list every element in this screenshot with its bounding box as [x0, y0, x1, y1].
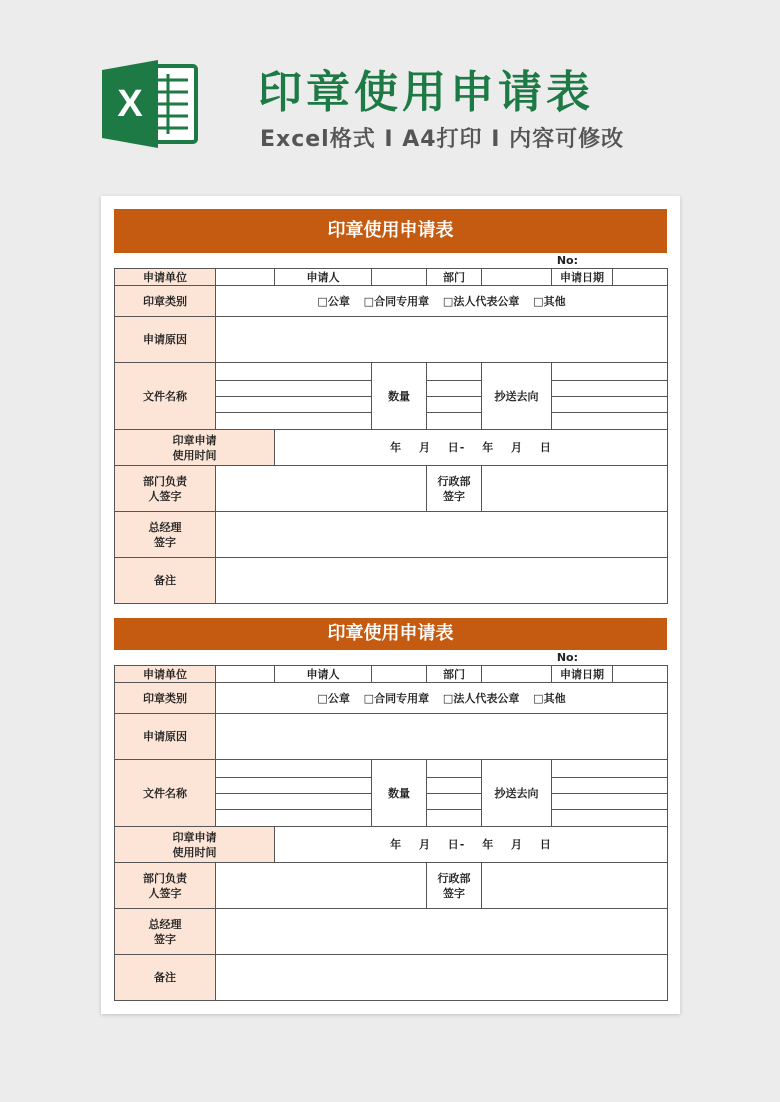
- number-row: [114, 253, 667, 268]
- number-row: [114, 650, 667, 665]
- seal-type-options: [216, 286, 668, 317]
- remark-label: 备注: [115, 955, 216, 1001]
- seal-option-legal-rep[interactable]: □法人代表公章: [442, 691, 520, 705]
- applicant-label: 申请人: [275, 666, 372, 683]
- dept-head-sign-label: [115, 863, 216, 909]
- form-title: 印章使用申请表: [114, 618, 667, 650]
- quantity-label: 数量: [372, 363, 427, 430]
- usage-time-label-line2: 使用时间: [172, 448, 217, 462]
- apply-date-label: 申请日期: [552, 666, 613, 683]
- gm-sign-field[interactable]: [216, 512, 668, 558]
- gm-sign-field[interactable]: [216, 909, 668, 955]
- admin-sign-label: [427, 466, 482, 512]
- number-label: No:: [556, 651, 578, 664]
- reason-label: 申请原因: [115, 714, 216, 760]
- page-title: 印章使用申请表: [258, 67, 594, 118]
- usage-time-label-line2: 使用时间: [172, 845, 217, 859]
- seal-option-legal-rep[interactable]: □法人代表公章: [442, 294, 520, 308]
- gm-line2: 签字: [154, 932, 176, 946]
- seal-type-options: [216, 683, 668, 714]
- date-month: 月: [418, 838, 431, 851]
- applicant-field[interactable]: [372, 269, 427, 286]
- gm-line2: 签字: [154, 535, 176, 549]
- cc-to-field[interactable]: [552, 363, 668, 430]
- usage-time-label: [115, 430, 275, 466]
- department-label: 部门: [427, 666, 482, 683]
- date-year-end: 年: [482, 838, 495, 851]
- usage-time-field[interactable]: [275, 827, 668, 863]
- reason-label: 申请原因: [115, 317, 216, 363]
- excel-logo-letter: X: [117, 83, 143, 125]
- cc-to-label: 抄送去向: [482, 760, 552, 827]
- usage-time-label-line1: 印章申请: [172, 830, 217, 844]
- applicant-unit-label: 申请单位: [115, 666, 216, 683]
- date-day-end: 日: [539, 441, 552, 454]
- apply-date-field[interactable]: [613, 666, 668, 683]
- form-title: 印章使用申请表: [114, 209, 667, 253]
- date-day-separator: 日-: [447, 838, 466, 851]
- seal-option-contract[interactable]: □合同专用章: [363, 294, 430, 308]
- reason-field[interactable]: [216, 714, 668, 760]
- quantity-field[interactable]: [427, 760, 482, 827]
- date-day-end: 日: [539, 838, 552, 851]
- applicant-unit-field[interactable]: [216, 269, 275, 286]
- usage-time-field[interactable]: [275, 430, 668, 466]
- admin-line2: 签字: [443, 886, 465, 900]
- dept-head-line1: 部门负责: [143, 474, 187, 488]
- applicant-unit-label: 申请单位: [115, 269, 216, 286]
- page-subtitle: Excel格式 I A4打印 I 内容可修改: [260, 127, 625, 152]
- reason-field[interactable]: [216, 317, 668, 363]
- remark-label: 备注: [115, 558, 216, 604]
- cc-to-label: 抄送去向: [482, 363, 552, 430]
- file-name-field[interactable]: [216, 363, 372, 430]
- date-year: 年: [390, 838, 403, 851]
- dept-head-sign-label: [115, 466, 216, 512]
- seal-application-form-2: [114, 618, 667, 1001]
- department-field[interactable]: [482, 269, 552, 286]
- applicant-field[interactable]: [372, 666, 427, 683]
- date-year: 年: [390, 441, 403, 454]
- admin-sign-field[interactable]: [482, 466, 668, 512]
- excel-logo-icon: [100, 58, 200, 150]
- usage-time-label-line1: 印章申请: [172, 433, 217, 447]
- remark-field[interactable]: [216, 558, 668, 604]
- page-header: [0, 0, 780, 190]
- department-field[interactable]: [482, 666, 552, 683]
- seal-option-official[interactable]: □公章: [317, 294, 350, 308]
- department-label: 部门: [427, 269, 482, 286]
- number-label: No:: [556, 254, 578, 267]
- form-table: [114, 268, 668, 604]
- file-name-label: 文件名称: [115, 760, 216, 827]
- admin-sign-field[interactable]: [482, 863, 668, 909]
- admin-line1: 行政部: [437, 474, 471, 488]
- usage-time-label: [115, 827, 275, 863]
- document-sheet: [101, 196, 680, 1014]
- file-name-field[interactable]: [216, 760, 372, 827]
- date-day-separator: 日-: [447, 441, 466, 454]
- applicant-unit-field[interactable]: [216, 666, 275, 683]
- gm-sign-label: [115, 512, 216, 558]
- seal-option-official[interactable]: □公章: [317, 691, 350, 705]
- date-year-end: 年: [482, 441, 495, 454]
- quantity-field[interactable]: [427, 363, 482, 430]
- form-table: [114, 665, 668, 1001]
- date-month: 月: [418, 441, 431, 454]
- dept-head-line2: 人签字: [148, 489, 182, 503]
- apply-date-field[interactable]: [613, 269, 668, 286]
- file-name-label: 文件名称: [115, 363, 216, 430]
- seal-application-form-1: [114, 209, 667, 604]
- seal-option-other[interactable]: □其他: [533, 294, 566, 308]
- seal-option-other[interactable]: □其他: [533, 691, 566, 705]
- applicant-label: 申请人: [275, 269, 372, 286]
- apply-date-label: 申请日期: [552, 269, 613, 286]
- dept-head-line2: 人签字: [148, 886, 182, 900]
- gm-line1: 总经理: [148, 917, 182, 931]
- dept-head-sign-field[interactable]: [216, 863, 427, 909]
- admin-line1: 行政部: [437, 871, 471, 885]
- dept-head-sign-field[interactable]: [216, 466, 427, 512]
- remark-field[interactable]: [216, 955, 668, 1001]
- dept-head-line1: 部门负责: [143, 871, 187, 885]
- admin-sign-label: [427, 863, 482, 909]
- seal-type-label: 印章类别: [115, 286, 216, 317]
- cc-to-field[interactable]: [552, 760, 668, 827]
- quantity-label: 数量: [372, 760, 427, 827]
- admin-line2: 签字: [443, 489, 465, 503]
- gm-line1: 总经理: [148, 520, 182, 534]
- date-month-end: 月: [511, 838, 524, 851]
- date-month-end: 月: [511, 441, 524, 454]
- gm-sign-label: [115, 909, 216, 955]
- seal-type-label: 印章类别: [115, 683, 216, 714]
- seal-option-contract[interactable]: □合同专用章: [363, 691, 430, 705]
